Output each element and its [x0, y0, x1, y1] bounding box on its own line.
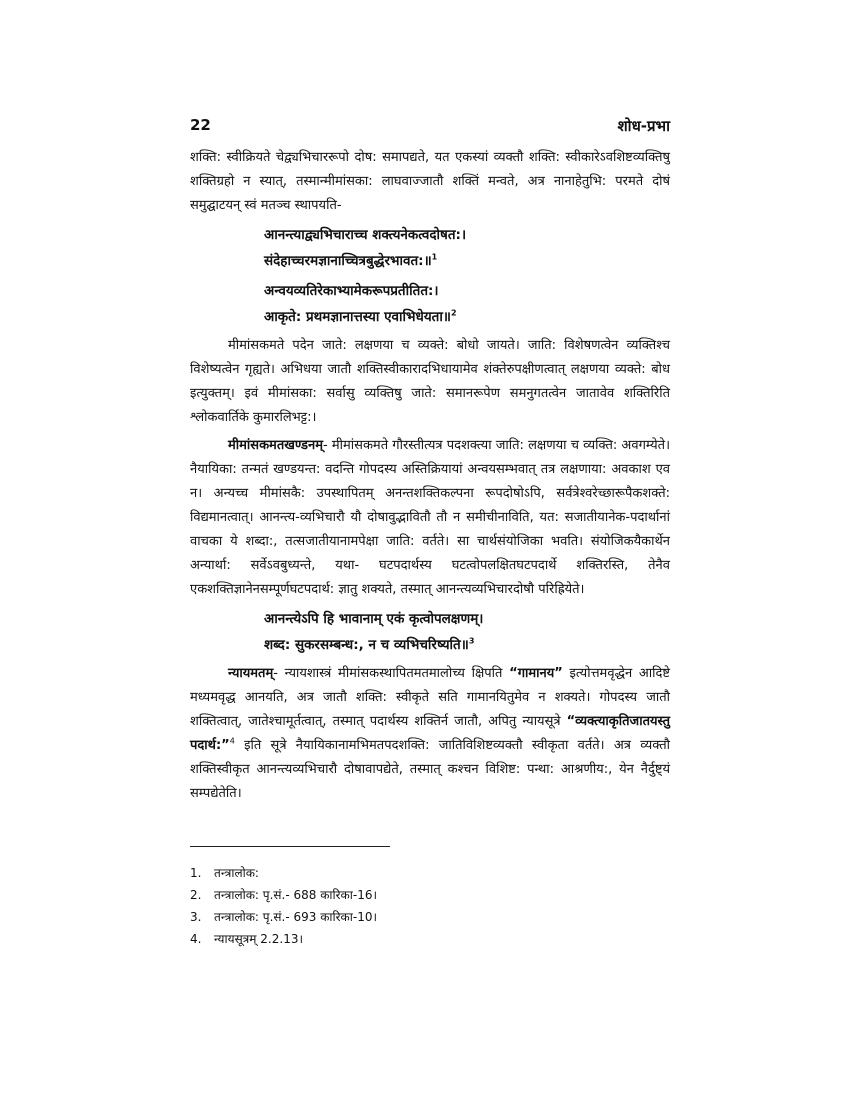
footnote-number: 4. [190, 932, 202, 946]
verse-text: अन्वयव्यतिरेकाभ्यामेकरूपप्रतीतित:। [264, 283, 439, 299]
paragraph-2: मीमांसकमते पदेन जाते: लक्षणया च व्यक्ते: बोधो जायते। जाति: विशेषणत्वेन व्यक्तिश्च विशेष्यत्वेन गृह्यते। अभिधया जातौ शक्तिस्वीकारादभिधायामेव शंक्तेरुपक्षीणत्वात् लक्षणया व्यक्ते: बोध इत्युक्तम्। इवं मीमांसका: सर्वासु व्यक्तिषु जाते: समानरूपेण समनुगतत्वेन जातावेव शक्तिरिति श्लोकवार्तिके कुमारलिभट्ट:। [190, 338, 670, 425]
footnote-number: 2. [190, 888, 202, 902]
verse-text: आनन्त्याद्व्यभिचाराच्च शक्त्यनेकत्वदोषत:। [264, 227, 467, 243]
footnote-ref: 4 [229, 736, 235, 746]
verse-block-2 [264, 606, 670, 658]
verse-block-1 [264, 222, 670, 330]
footnote-text: तन्त्रालोक: [214, 866, 259, 880]
footnote-ref: 1 [431, 252, 438, 262]
section-heading: मीमांसकमतखण्डनम् [228, 438, 323, 453]
quoted-phrase: “गामानय” [509, 666, 563, 681]
footnote-item [190, 862, 670, 884]
paragraph-3 [190, 434, 670, 602]
footnote-divider [190, 846, 390, 847]
verse-line [264, 278, 670, 304]
page-number: 22 [190, 116, 211, 134]
verse-line [264, 222, 670, 248]
verse-line [264, 304, 670, 330]
verse-line [264, 248, 670, 274]
footnote-item [190, 928, 670, 950]
paragraph-4 [190, 662, 670, 806]
verse-text: शब्द: सुकरसम्बन्ध:, न च व्यभिचरिष्यति॥ [264, 637, 469, 653]
footnote-text: न्यायसूत्रम् 2.2.13। [214, 932, 304, 946]
verse-line [264, 606, 670, 632]
footnote-number: 3. [190, 910, 202, 924]
footnote-item [190, 884, 670, 906]
paragraph-text: - न्यायशास्त्रं मीमांसकस्थापितमतमालोच्य क्षिपति [273, 666, 510, 681]
footnote-number: 1. [190, 866, 202, 880]
footnote-text: तन्त्रालोक: पृ.सं.- 693 कारिका-10। [214, 910, 378, 924]
paragraph-text: इति सूत्रे नैयायिकानामभिमतपदशक्ति: जातिविशिष्टव्यक्तौ स्वीकृता वर्तते। अत्र व्यक्तौ शक्तिस्वीकृत आनन्त्यव्यभिचारौ दोषावापद्येते, तस्मात् कश्चन विशिष्ट: पन्था: आश्रणीय:, येन नैर्दुष्ट्यं सम्पद्येतेति। [190, 738, 670, 801]
verse-text: आकृते: प्रथमज्ञानात्तस्या एवाभिधेयता॥ [264, 309, 451, 325]
footnote-ref: 2 [450, 308, 457, 318]
footnote-ref: 3 [468, 636, 475, 646]
quoted-sutra: “व्यक्त्याकृतिजातयस्तु पदार्थ:” [190, 714, 670, 753]
paragraph-1: शक्ति: स्वीक्रियते चेद्व्यभिचाररूपो दोष: समापद्यते, यत एकस्यां व्यक्तौ शक्ति: स्वीकारेऽवशिष्टव्यक्तिषु शक्तिग्रहो न स्यात्, तस्मान्मीमांसका: लाघवाज्जातौ शक्तिं मन्वते, अत्र नानाहेतुभि: परमते दोषं समुद्घाटयन् स्वं मतञ्च स्थापयति- [190, 150, 670, 213]
footnote-text: तन्त्रालोक: पृ.सं.- 688 कारिका-16। [214, 888, 378, 902]
footnotes [190, 862, 670, 950]
body-text [190, 146, 670, 806]
verse-text: आनन्त्येऽपि हि भावानाम् एकं कृत्वोपलक्षणम्। [264, 611, 484, 627]
footnote-item [190, 906, 670, 928]
paragraph-text: - मीमांसकमते गौरस्तीत्यत्र पदशक्त्या जाति: लक्षणया च व्यक्ति: अवगम्येते। नैयायिका: तन्मतं खण्डयन्त: वदन्ति गोपदस्य अस्तिक्रियायां अन्वयसम्भवात् तत्र लक्षणाया: अवकाश एव न। अन्यच्च मीमांसकै: उपस्थापितम् अनन्तशक्तिकल्पना रूपदोषोऽपि, सर्वत्रेश्वरेच्छारूपैकशक्ते: विद्यमानत्वात्। आनन्त्य-व्यभिचारौ यौ दोषावुद्भावितौ तौ न समीचीनाविति, यत: सजातीयानेक-पदार्थानां वाचका ये शब्दा:, तत्सजातीयानामपेक्षा जाति: वर्तते। सा चार्थसंयोजिका भवति। संयोजिकयैकार्थेन अन्यार्था: सर्वेऽवबुध्यन्ते, यथा- घटपदार्थस्य घटत्वोपलक्षितघटपदार्थे शक्तिरस्ति, तेनैव एकशक्तिज्ञानेनसम्पूर्णघटपदार्थ: ज्ञातु शक्यते, तस्मात् आनन्त्यव्यभिचारदोषौ परिह्रियेते। [190, 438, 670, 597]
running-title: शोध-प्रभा [617, 117, 670, 135]
verse-text: संदेहाच्चरमज्ञानाच्चित्रबुद्धेरभावत:॥ [264, 253, 432, 269]
section-heading: न्यायमतम् [228, 666, 274, 681]
page-header [190, 116, 670, 138]
verse-line [264, 632, 670, 658]
paragraph-text: इत्योत्तमवृद्धेन आदिष्टे मध्यमवृद्ध आनयति, अत्र जातौ शक्ति: स्वीकृते सति गामानयितुमेव न शक्यते। गोपदस्य जातौ शक्तित्वात्, जातेश्चामूर्तत्वात्, तस्मात् पदार्थस्य शक्तिर्न जातौ, अपितु न्यायसूत्रे [190, 666, 671, 729]
